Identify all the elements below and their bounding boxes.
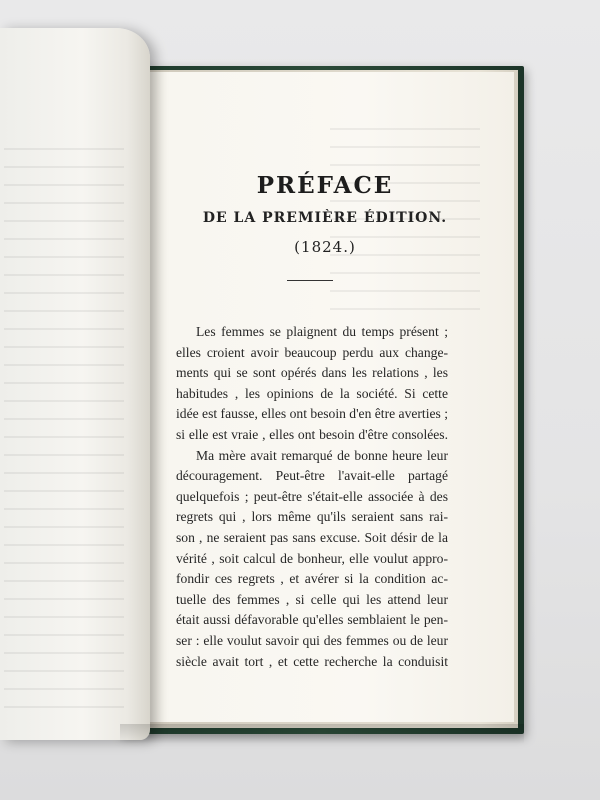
- text-line: son , ne seraient pas sans excuse. Soit désir de la: [176, 529, 448, 545]
- text-line: elles croient avoir beaucoup perdu aux change-: [176, 344, 448, 360]
- preface-title: PRÉFACE: [256, 172, 394, 199]
- text-line: fondir ces regrets , et avérer si la condition ac-: [176, 571, 448, 587]
- preface-subtitle: DE LA PREMIÈRE ÉDITION.: [202, 210, 448, 226]
- text-line: était aussi défavorable qu'elles semblaient le pen-: [176, 612, 448, 628]
- text-line: découragement. Peut-être l'avait-elle partagé: [176, 468, 448, 484]
- left-page-curl: [0, 28, 150, 740]
- text-line: vérité , soit calcul de bonheur, elle voulut appro-: [176, 550, 448, 566]
- text-line: si elle est vraie , elles ont besoin d'être consolées.: [176, 426, 448, 442]
- text-line: tuelle des femmes , si celle qui les attend leur: [176, 591, 448, 607]
- text-line: ser : elle voulut savoir qui des femmes ou de leur: [176, 632, 448, 648]
- divider-rule: [287, 280, 333, 281]
- text-line: habitudes , les opinions de la société. Si cette: [176, 385, 448, 401]
- text-line: regrets qui , lors même qu'ils seraient sans rai-: [176, 509, 448, 525]
- text-line: idée est fausse, elles ont besoin d'en être averties ;: [176, 406, 448, 422]
- left-page-ghost-text: [4, 148, 124, 708]
- text-line: ments qui se sont opérés dans les relations , les: [176, 365, 448, 381]
- preface-body: [176, 322, 448, 672]
- preface-year: (1824.): [294, 238, 356, 256]
- text-line: Ma mère avait remarqué de bonne heure leur: [196, 447, 448, 463]
- text-line: Les femmes se plaignent du temps présent ;: [196, 324, 448, 339]
- bottom-shadow: [120, 724, 524, 744]
- text-line: siècle avait tort , et cette recherche la conduisit: [176, 653, 448, 669]
- text-line: quelquefois ; peut-être s'était-elle associée à des: [176, 488, 448, 504]
